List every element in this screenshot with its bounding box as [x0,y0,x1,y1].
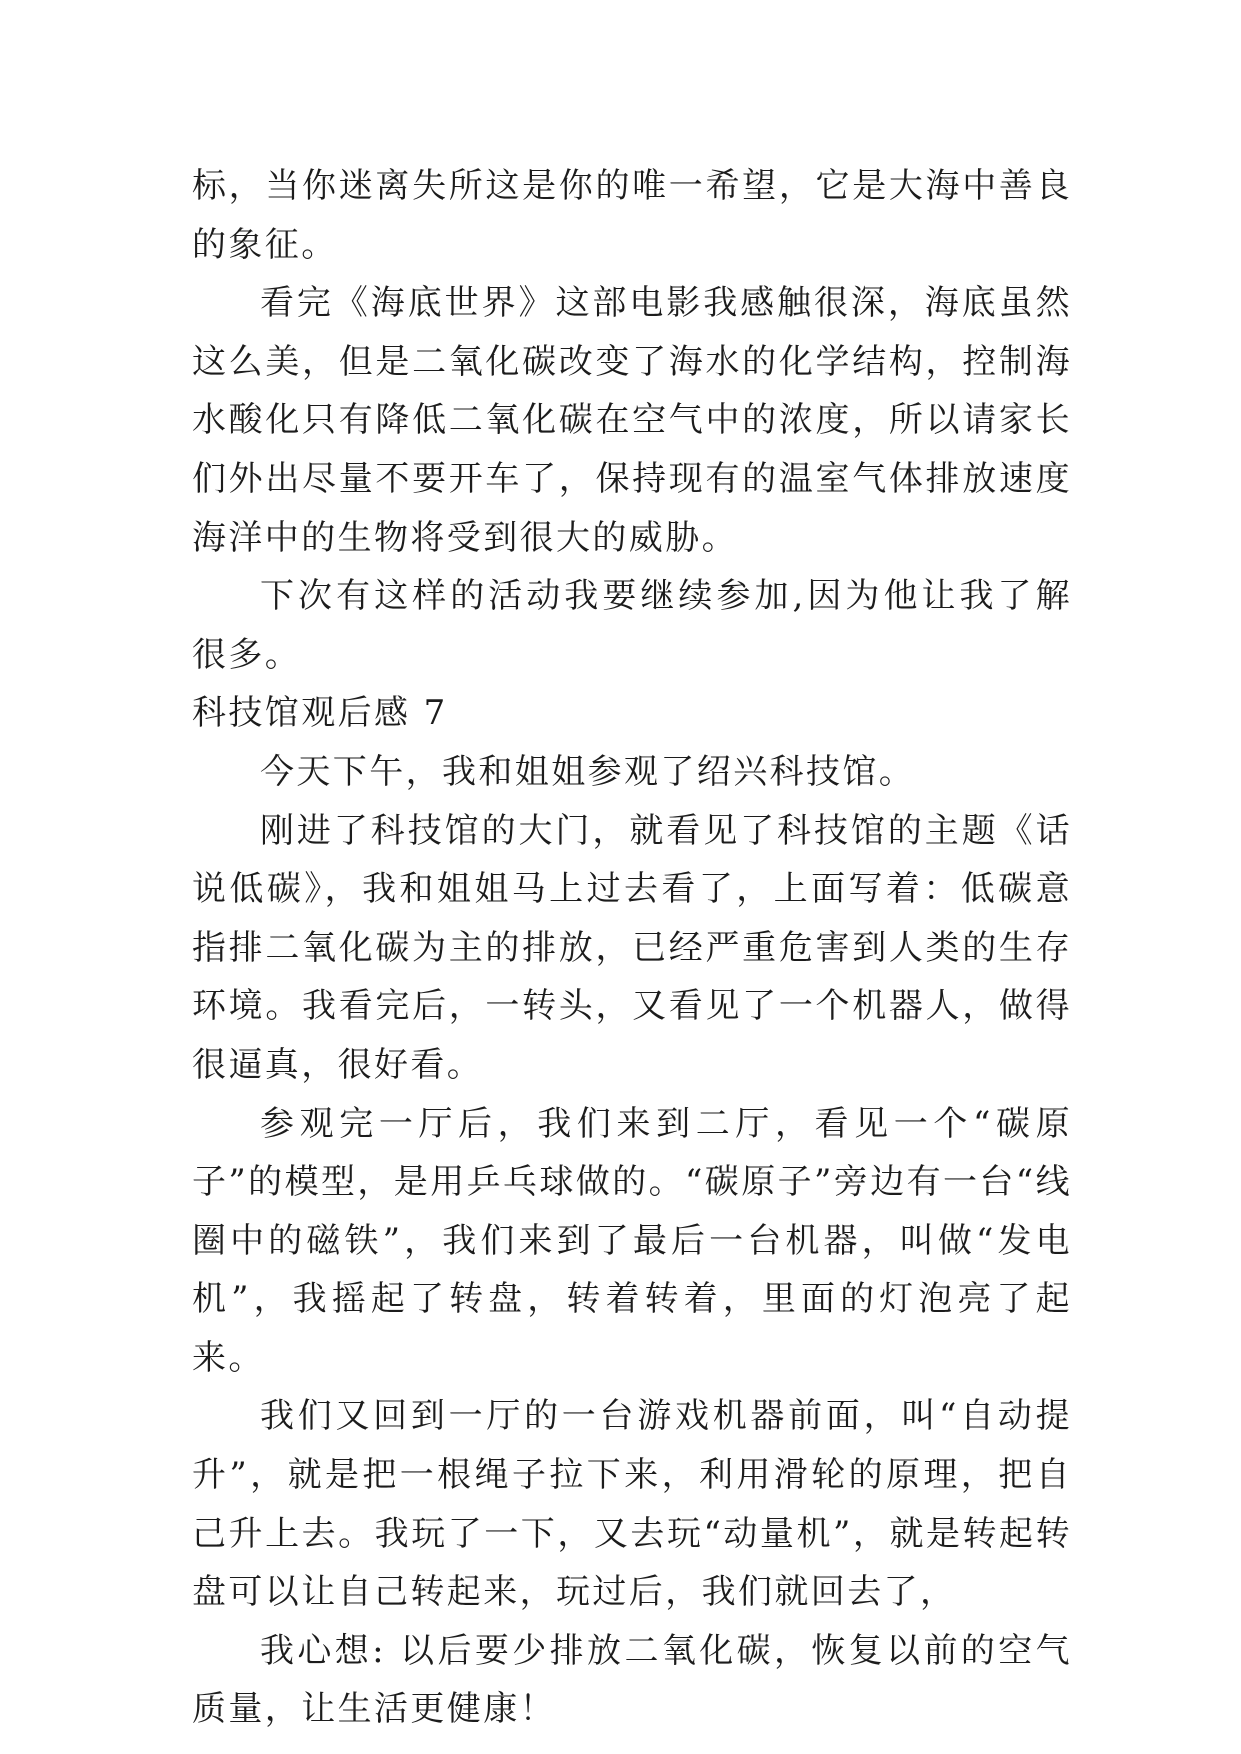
section-title: 科技馆观后感 7 [192,693,448,734]
paragraph-intro: 今天下午，我和姐姐参观了绍兴科技馆。 [260,751,916,792]
paragraph-hall-one: 我们又回到一厅的一台游戏机器前面，叫“自动提升”，就是把一根绳子拉下来，利用滑轮的原理，把自己升上去。我玩了一下，又去玩“动量机”，就是转起转盘可以让自己转起来，玩过后，我们就回去了， [192,1396,1072,1613]
article-body [192,157,1072,1739]
paragraph-movie-reflection: 看完《海底世界》这部电影我感触很深，海底虽然这么美，但是二氧化碳改变了海水的化学结构，控制海水酸化只有降低二氧化碳在空气中的浓度，所以请家长们外出尽量不要开车了，保持现有的温室气体排放速度海洋中的生物将受到很大的威胁。 [192,283,1072,558]
paragraph-closing: 下次有这样的活动我要继续参加,因为他让我了解很多。 [192,576,1072,675]
paragraph-entrance: 刚进了科技馆的大门，就看见了科技馆的主题《话说低碳》，我和姐姐马上过去看了，上面写着：低碳意指排二氧化碳为主的排放，已经严重危害到人类的生存环境。我看完后，一转头，又看见了一个机器人，做得很逼真，很好看。 [192,810,1072,1085]
paragraph-continuation: 标，当你迷离失所这是你的唯一希望，它是大海中善良的象征。 [192,166,1072,265]
paragraph-hall-two: 参观完一厅后，我们来到二厅，看见一个“碳原子”的模型，是用乒乓球做的。“碳原子”旁边有一台“线圈中的磁铁”，我们来到了最后一台机器，叫做“发电机”，我摇起了转盘，转着转着，里面的灯泡亮了起来。 [192,1103,1072,1378]
paragraph-conclusion: 我心想: 以后要少排放二氧化碳，恢复以前的空气质量，让生活更健康！ [192,1630,1072,1730]
